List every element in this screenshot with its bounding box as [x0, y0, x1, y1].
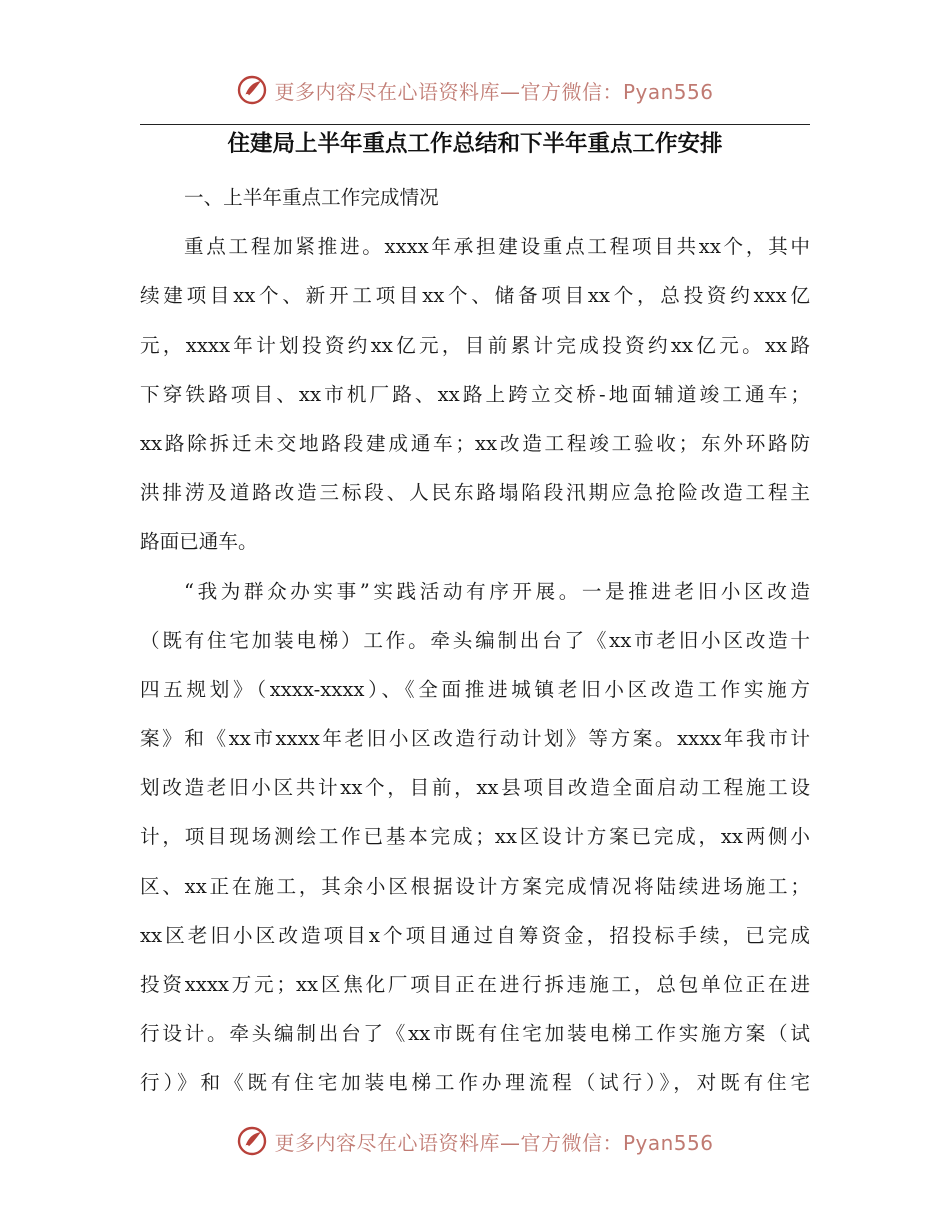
paragraph-line: xx路除拆迁未交地路段建成通车；xx改造工程竣工验收；东外环路防 [140, 431, 810, 455]
paragraph-line: 元，xxxx年计划投资约xx亿元，目前累计完成投资约xx亿元。xx路 [140, 333, 810, 357]
header-divider [140, 124, 810, 125]
paragraph-line: xx区老旧小区改造项目x个项目通过自筹资金，招投标手续，已完成 [140, 923, 810, 947]
paragraph-line: 洪排涝及道路改造三标段、人民东路塌陷段汛期应急抢险改造工程主 [140, 481, 810, 505]
section-heading: 一、上半年重点工作完成情况 [184, 186, 439, 209]
paragraph-line: 重点工程加紧推进。xxxx年承担建设重点工程项目共xx个，其中 [184, 235, 810, 259]
paragraph-line: 行设计。牵头编制出台了《xx市既有住宅加装电梯工作实施方案（试 [140, 1022, 810, 1046]
banner-text: 更多内容尽在心语资料库—官方微信：Pyan556 [274, 79, 714, 104]
document-title: 住建局上半年重点工作总结和下半年重点工作安排 [227, 131, 723, 157]
banner-text: 更多内容尽在心语资料库—官方微信：Pyan556 [274, 1130, 714, 1155]
header-banner [0, 68, 950, 112]
paragraph-line: （既有住宅加装电梯）工作。牵头编制出台了《xx市老旧小区改造十 [140, 628, 810, 652]
paragraph-line: 下穿铁路项目、xx市机厂路、xx路上跨立交桥-地面辅道竣工通车； [140, 382, 810, 406]
paragraph-line: 区、xx正在施工，其余小区根据设计方案完成情况将陆续进场施工； [140, 874, 810, 898]
footer-banner [0, 1119, 950, 1163]
document-body [140, 173, 810, 1108]
logo-icon [236, 74, 268, 106]
paragraph-line: 案》和《xx市xxxx年老旧小区改造行动计划》等方案。xxxx年我市计 [140, 727, 810, 751]
paragraph-line: 四五规划》（xxxx-xxxx）、《全面推进城镇老旧小区改造工作实施方 [140, 677, 810, 701]
paragraph-line: 续建项目xx个、新开工项目xx个、储备项目xx个，总投资约xxx亿 [140, 284, 810, 308]
paragraph-line: 计，项目现场测绘工作已基本完成；xx区设计方案已完成，xx两侧小 [140, 825, 810, 849]
logo-icon [236, 1125, 268, 1157]
paragraph-line: 行）》和《既有住宅加装电梯工作办理流程（试行）》，对既有住宅 [140, 1071, 810, 1095]
paragraph-line: “我为群众办实事”实践活动有序开展。一是推进老旧小区改造 [184, 579, 810, 603]
paragraph-line: 投资xxxx万元；xx区焦化厂项目正在进行拆违施工，总包单位正在进 [140, 973, 810, 996]
paragraph-line: 路面已通车。 [140, 530, 258, 554]
paragraph-line: 划改造老旧小区共计xx个，目前，xx县项目改造全面启动工程施工设 [140, 776, 810, 800]
